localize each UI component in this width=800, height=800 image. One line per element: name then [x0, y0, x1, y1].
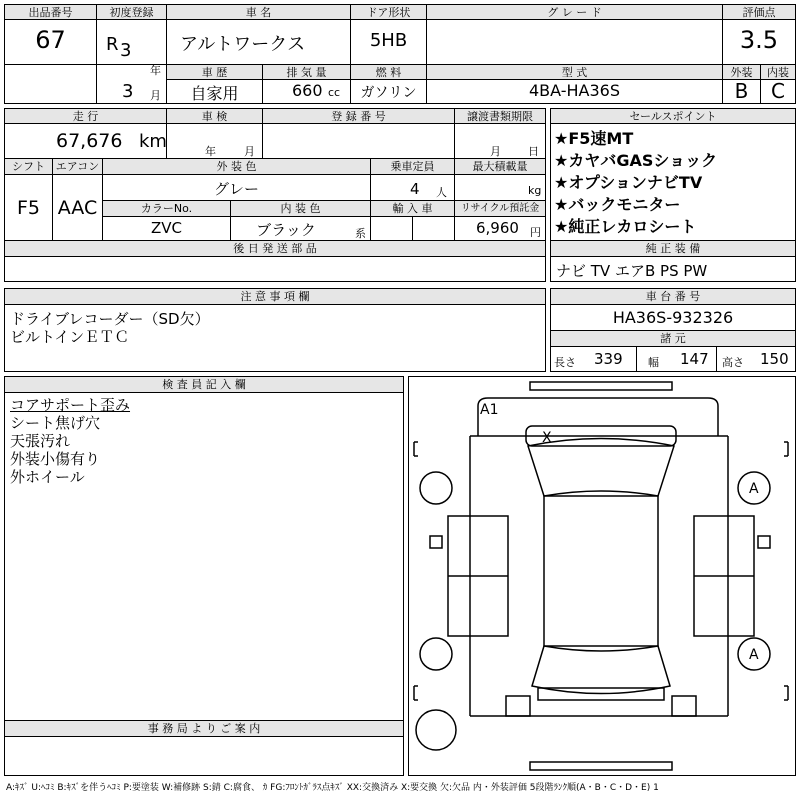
dims-label: 諸 元 — [551, 331, 795, 346]
sales-point: ★F5速MT — [554, 129, 634, 148]
inspector-label: 検 査 員 記 入 欄 — [5, 377, 403, 392]
color-no-label: カラーNo. — [103, 201, 230, 216]
fuel-value: ガソリン — [360, 85, 417, 101]
door-label: ドア形状 — [351, 5, 426, 19]
rear-lamp-left — [506, 696, 530, 716]
ext-color-label: 外 装 色 — [103, 159, 370, 174]
car-name-label: 車 名 — [167, 5, 350, 19]
aircon-value: AAC — [57, 197, 98, 219]
shift-label: シフト — [5, 159, 52, 174]
series-unit: 系 — [355, 227, 366, 240]
note-item: ドライブレコーダー（SD欠） — [10, 310, 210, 328]
model-value: 4BA-HA36S — [528, 81, 620, 100]
height-label: 高さ — [722, 356, 744, 369]
hood-outline — [478, 398, 718, 436]
exterior-grade-value: B — [734, 79, 749, 103]
legend-footer: A:ｷｽﾞ U:ﾍｺﾐ B:ｷｽﾞを伴うﾍｺﾐ P:要塗装 W:補修跡 S:錆 C:腐食、 ｶ FG:ﾌﾛﾝﾄｶﾞﾗｽ点ｷｽﾞ XX:交換済み X:要交換 欠:欠品 内・外装評価 5段階ﾗﾝｸ順(A・B・C・D・E) 1 — [6, 783, 659, 793]
ext-color-value: グレー — [213, 180, 259, 198]
displacement-value: 660 — [292, 81, 323, 100]
length-label: 長さ — [554, 356, 576, 369]
left-front-wheel — [420, 472, 452, 504]
rear-bumper-bottom — [530, 762, 672, 770]
inspection-month-unit: 月 — [244, 145, 255, 158]
interior-grade-value: C — [771, 79, 785, 103]
int-color-label: 内 装 色 — [231, 201, 370, 216]
history-label: 車 歴 — [167, 65, 262, 79]
mileage-value: 67,676 — [56, 130, 123, 152]
left-mirror — [430, 536, 442, 548]
windshield — [528, 439, 674, 497]
later-parts-label: 後 日 発 送 部 品 — [5, 241, 545, 256]
car-name-value: アルトワークス — [180, 34, 306, 55]
capacity-label: 乗車定員 — [371, 159, 454, 174]
right-front-wheel-mark: A — [749, 481, 759, 497]
fuel-label: 燃 料 — [351, 65, 426, 79]
right-mirror — [758, 536, 770, 548]
transfer-day-unit: 日 — [528, 145, 539, 158]
exterior-label: 外装 — [723, 65, 760, 79]
rear-window — [532, 646, 670, 694]
recycle-label: リサイクル預託金 — [455, 201, 545, 216]
length-value: 339 — [594, 350, 623, 368]
car-diagram — [408, 376, 796, 776]
height-value: 150 — [760, 350, 789, 368]
displacement-label: 排 気 量 — [263, 65, 350, 79]
history-value: 自家用 — [190, 84, 239, 103]
int-color-value: ブラック — [256, 221, 316, 239]
interior-label: 内装 — [761, 65, 795, 79]
notes-list — [10, 310, 210, 346]
import-label: 輸 入 車 — [371, 201, 454, 216]
front-mark: A1 — [480, 402, 499, 418]
max-load-label: 最大積載量 — [455, 159, 545, 174]
inspector-note: 天張汚れ — [10, 432, 71, 450]
grade-label: グ レ ー ド — [427, 5, 722, 19]
office-label: 事 務 局 よ り ご 案 内 — [5, 721, 403, 736]
door-value: 5HB — [369, 30, 408, 51]
lot-no-value: 67 — [35, 26, 66, 54]
sales-points-list — [554, 128, 717, 238]
inspector-note: コアサポート歪み — [10, 396, 131, 414]
km-unit: km — [139, 131, 167, 152]
kg-unit: kg — [528, 184, 542, 197]
first-reg-year: 3 — [120, 40, 132, 61]
width-value: 147 — [680, 350, 709, 368]
aircon-label: エアコン — [53, 159, 102, 174]
shift-value: F5 — [16, 197, 41, 219]
score-label: 評価点 — [723, 5, 795, 19]
model-label: 型 式 — [427, 65, 722, 79]
first-reg-label: 初度登録 — [97, 5, 166, 19]
right-rear-wheel-mark: A — [749, 647, 759, 663]
chassis-no-label: 車 台 番 号 — [551, 289, 795, 304]
inspection-year-unit: 年 — [205, 145, 216, 158]
cc-unit: cc — [328, 86, 341, 99]
inspection-label: 車 検 — [167, 109, 262, 123]
lot-no-label: 出品番号 — [5, 5, 96, 19]
roof — [544, 496, 658, 646]
first-reg-month: 3 — [122, 81, 134, 102]
inspector-note: 外装小傷有り — [10, 450, 101, 468]
genuine-equip-value: ナビ TV エアB PS PW — [556, 262, 708, 280]
transfer-month-unit: 月 — [490, 145, 501, 158]
sales-point: ★純正レカロシート — [554, 217, 697, 236]
rear-lamp-right — [672, 696, 696, 716]
color-no-value: ZVC — [150, 219, 182, 237]
inspector-note: 外ホイール — [10, 468, 85, 486]
score-value: 3.5 — [739, 26, 779, 54]
era-value: R — [106, 34, 119, 55]
capacity-value: 4 — [410, 180, 420, 198]
sales-point: ★カヤバGASショック — [554, 151, 718, 170]
yen-unit: 円 — [530, 226, 541, 239]
sales-point: ★オプションナビTV — [554, 173, 703, 192]
windshield-mark: X — [542, 430, 552, 446]
note-item: ビルトインＥＴＣ — [10, 328, 130, 346]
month-unit: 月 — [150, 89, 161, 102]
front-bumper-top — [530, 382, 672, 390]
spare-wheel — [416, 710, 456, 750]
persons-unit: 人 — [436, 186, 447, 199]
left-rear-wheel — [420, 638, 452, 670]
recycle-value: 6,960 — [476, 219, 519, 237]
width-label: 幅 — [648, 356, 659, 369]
reg-no-label: 登 録 番 号 — [263, 109, 454, 123]
inspector-note: シート焦げ穴 — [10, 414, 101, 432]
genuine-equip-label: 純 正 装 備 — [551, 241, 795, 256]
sales-point: ★バックモニター — [554, 195, 681, 214]
sales-points-label: セールスポイント — [551, 109, 795, 123]
inspector-notes-list — [10, 396, 130, 486]
transfer-doc-label: 譲渡書類期限 — [455, 109, 545, 123]
chassis-no-value: HA36S-932326 — [612, 308, 734, 327]
year-unit: 年 — [150, 64, 161, 77]
notes-label: 注 意 事 項 欄 — [5, 289, 545, 304]
mileage-label: 走 行 — [5, 109, 166, 123]
